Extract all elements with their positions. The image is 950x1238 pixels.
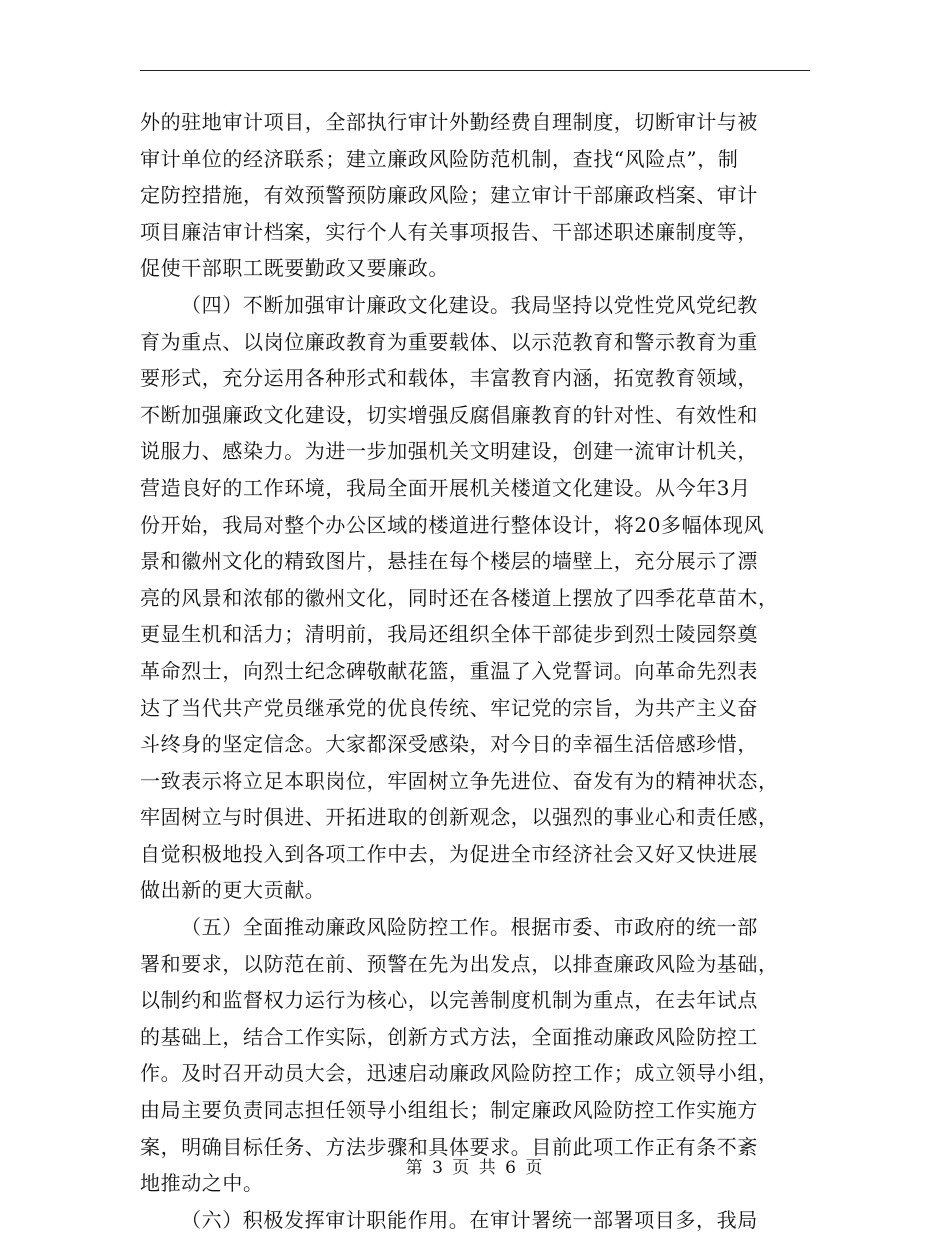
text-line: 的基础上，结合工作实际，创新方式方法，全面推动廉政风险防控工 bbox=[140, 1024, 758, 1049]
section-heading-line: （四）不断加强审计廉政文化建设。我局坚持以党性党风党纪教 bbox=[181, 292, 758, 317]
text-line: 牢固树立与时俱进、开拓进取的创新观念，以强烈的事业心和责任感， bbox=[140, 805, 779, 830]
text-line: 要形式，充分运用各种形式和载体，丰富教育内涵，拓宽教育领域， bbox=[140, 366, 758, 391]
text-line: 斗终身的坚定信念。大家都深受感染，对今日的幸福生活倍感珍惜， bbox=[140, 732, 758, 757]
text-line: 更显生机和活力；清明前，我局还组织全体干部徒步到烈士陵园祭奠 bbox=[140, 622, 758, 647]
text-line: 景和徽州文化的精致图片，悬挂在每个楼层的墙壁上，充分展示了漂 bbox=[140, 549, 758, 574]
text-line: 育为重点、以岗位廉政教育为重要载体、以示范教育和警示教育为重 bbox=[140, 329, 758, 354]
text-line: 地推动之中。 bbox=[140, 1171, 264, 1196]
text-line: 作。及时召开动员大会，迅速启动廉政风险防控工作；成立领导小组， bbox=[140, 1061, 779, 1086]
text-line: 营造良好的工作环境，我局全面开展机关楼道文化建设。从今年3月 bbox=[140, 475, 751, 500]
text-line: 自觉积极地投入到各项工作中去，为促进全市经济社会又好又快进展 bbox=[140, 841, 758, 866]
text-line: 不断加强廉政文化建设，切实增强反腐倡廉教育的针对性、有效性和 bbox=[140, 402, 758, 427]
text-line: 一致表示将立足本职岗位，牢固树立争先进位、奋发有为的精神状态， bbox=[140, 768, 779, 793]
text-line: 案，明确目标任务、方法步骤和具体要求。目前此项工作正有条不紊 bbox=[140, 1134, 758, 1159]
body-text bbox=[140, 104, 810, 1238]
text-line: 亮的风景和浓郁的徽州文化，同时还在各楼道上摆放了四季花草苗木， bbox=[140, 585, 779, 610]
text-line: 革命烈士，向烈士纪念碑敬献花篮，重温了入党誓词。向革命先烈表 bbox=[140, 658, 758, 683]
header-rule bbox=[140, 70, 810, 71]
text-line: 促使干部职工既要勤政又要廉政。 bbox=[140, 256, 449, 281]
text-line: 项目廉洁审计档案，实行个人有关事项报告、干部述职述廉制度等， bbox=[140, 219, 758, 244]
text-line: 以制约和监督权力运行为核心，以完善制度机制为重点，在去年试点 bbox=[140, 988, 758, 1013]
section-heading-line: （六）积极发挥审计职能作用。在审计署统一部署项目多，我局 bbox=[181, 1207, 758, 1232]
text-line: 达了当代共产党员继承党的优良传统、牢记党的宗旨，为共产主义奋 bbox=[140, 695, 758, 720]
text-line: 说服力、感染力。为进一步加强机关文明建设，创建一流审计机关， bbox=[140, 439, 758, 464]
text-line: 份开始，我局对整个办公区域的楼道进行整体设计，将20多幅体现风 bbox=[140, 512, 765, 537]
text-line: 审计单位的经济联系；建立廉政风险防范机制，查找“风险点”，制 bbox=[140, 146, 739, 171]
page-number-footer: 第 3 页 共 6 页 bbox=[405, 1158, 545, 1178]
text-line: 外的驻地审计项目，全部执行审计外勤经费自理制度，切断审计与被 bbox=[140, 110, 758, 134]
text-line: 定防控措施，有效预警预防廉政风险；建立审计干部廉政档案、审计 bbox=[140, 183, 758, 208]
text-line: 由局主要负责同志担任领导小组组长；制定廉政风险防控工作实施方 bbox=[140, 1098, 758, 1123]
text-line: 署和要求，以防范在前、预警在先为出发点，以排查廉政风险为基础， bbox=[140, 951, 779, 976]
section-heading-line: （五）全面推动廉政风险防控工作。根据市委、市政府的统一部 bbox=[181, 915, 758, 940]
text-line: 做出新的更大贡献。 bbox=[140, 878, 326, 903]
